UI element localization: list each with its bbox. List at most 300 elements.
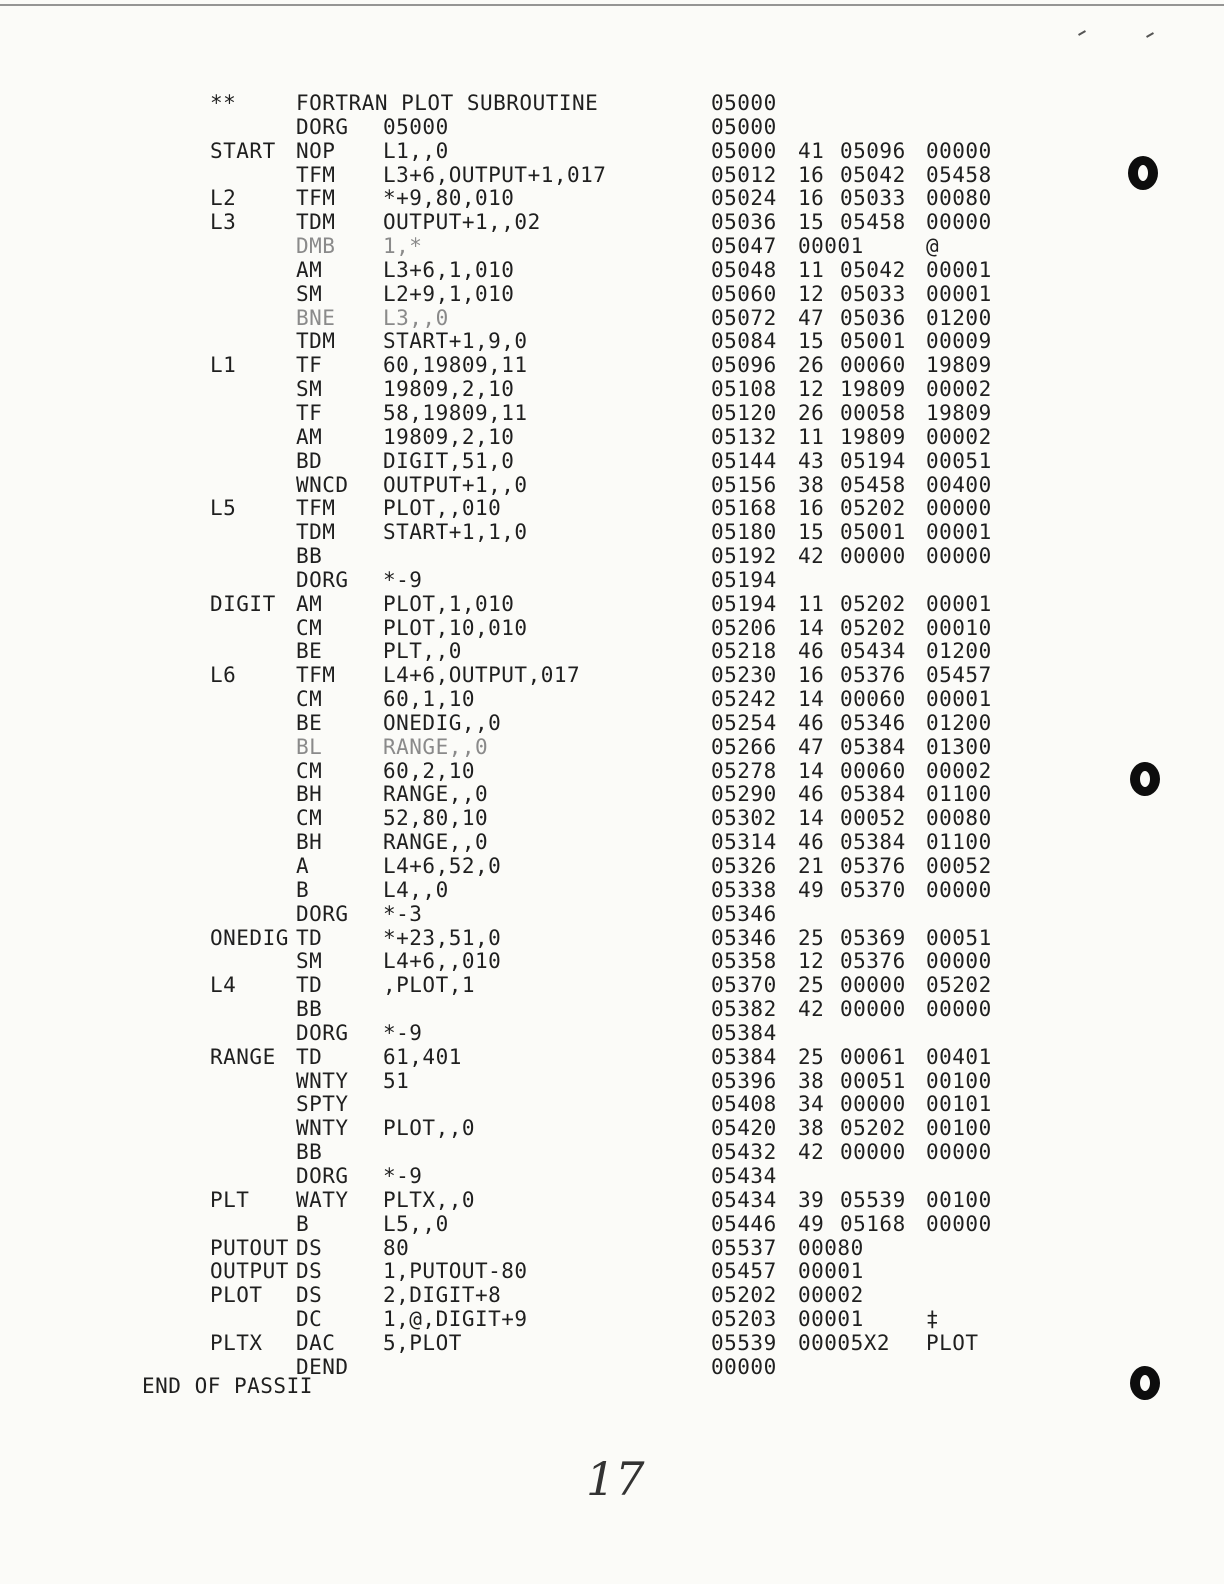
address: 05230 [711, 663, 777, 688]
address: 05446 [711, 1211, 777, 1236]
address: 05180 [711, 520, 777, 545]
address: 05420 [711, 1116, 777, 1141]
operand: PLOT,1,010 [383, 591, 515, 616]
operand: L3,,0 [383, 305, 449, 330]
object-code-2: 05202 [840, 615, 906, 640]
object-code-2: 05376 [840, 854, 906, 878]
object-code-3: 00051 [926, 448, 992, 473]
object-code-2: 05033 [840, 186, 906, 211]
opcode: CM [296, 758, 323, 783]
object-code-3: 00100 [926, 1116, 992, 1141]
opcode: BH [296, 830, 323, 855]
object-code-1: 39 [798, 1187, 825, 1212]
opcode: A [296, 854, 310, 878]
listing-row [210, 1165, 1010, 1189]
object-code-1: 25 [798, 973, 825, 998]
object-code-2: 05033 [840, 281, 906, 306]
object-code-2: 05458 [840, 472, 906, 497]
listing-row [210, 1213, 1010, 1237]
opcode: DORG [296, 1163, 349, 1188]
object-code-1: 41 [798, 138, 825, 163]
address: 05242 [711, 687, 777, 712]
object-code-2: 00000 [840, 997, 906, 1022]
object-code-1: 25 [798, 925, 825, 950]
object-code-1: 16 [798, 496, 825, 521]
address: 05096 [711, 353, 777, 378]
scan-speck-mark [1146, 32, 1154, 38]
object-code-1: 34 [798, 1092, 825, 1117]
opcode: DAC [296, 1330, 336, 1355]
opcode: DORG [296, 567, 349, 592]
address: 05194 [711, 567, 777, 592]
object-code-3: 00001 [926, 257, 992, 282]
opcode: DC [296, 1307, 323, 1332]
listing-row [210, 283, 1010, 307]
object-code-3: 05457 [926, 663, 992, 688]
operand: START+1,1,0 [383, 520, 528, 545]
address: 05254 [711, 710, 777, 735]
object-code-1: 42 [798, 997, 825, 1022]
listing-row [210, 736, 1010, 760]
opcode: BD [296, 448, 323, 473]
opcode: NOP [296, 138, 336, 163]
opcode: TD [296, 925, 323, 950]
object-code-3: 00001 [926, 520, 992, 545]
address: 05194 [711, 591, 777, 616]
listing-title: FORTRAN PLOT SUBROUTINE [296, 91, 599, 115]
object-code-1: 15 [798, 210, 825, 235]
object-code-1: 16 [798, 663, 825, 688]
address: 05314 [711, 830, 777, 855]
statement-label: ONEDIG [210, 925, 289, 950]
object-code-3: 01100 [926, 830, 992, 855]
object-code-1: 00080 [798, 1235, 864, 1260]
address: 05432 [711, 1140, 777, 1165]
opcode: TDM [296, 210, 336, 235]
operand: 52,80,10 [383, 806, 489, 831]
opcode: TFM [296, 186, 336, 211]
address: 05384 [711, 1020, 777, 1045]
operand: 51 [383, 1068, 410, 1093]
object-code-3: 00000 [926, 210, 992, 235]
object-code-1: 47 [798, 305, 825, 330]
operand: 19809,2,10 [383, 377, 515, 402]
object-code-3: 00080 [926, 806, 992, 831]
object-code-2: 05001 [840, 520, 906, 545]
listing-row [210, 831, 1010, 855]
operand: 5,PLOT [383, 1330, 462, 1355]
object-code-1: 47 [798, 734, 825, 759]
opcode: SM [296, 377, 323, 402]
object-code-1: 38 [798, 472, 825, 497]
listing-row [210, 307, 1010, 331]
operand: ,PLOT,1 [383, 973, 476, 998]
object-code-2: 05370 [840, 877, 906, 902]
address: 05457 [711, 1259, 777, 1284]
operand: *+9,80,010 [383, 186, 515, 211]
object-code-3: 00010 [926, 615, 992, 640]
object-code-1: 26 [798, 400, 825, 425]
object-code-1: 11 [798, 257, 825, 282]
listing-row [210, 974, 1010, 998]
object-code-3: 00000 [926, 877, 992, 902]
listing-row [210, 879, 1010, 903]
object-code-2: 00000 [840, 973, 906, 998]
operand: START+1,9,0 [383, 329, 528, 354]
listing-row [210, 807, 1010, 831]
operand: 1,* [383, 234, 423, 259]
address: 05108 [711, 377, 777, 402]
statement-label: L4 [210, 973, 237, 998]
statement-label: PLOT [210, 1283, 263, 1308]
statement-label: L6 [210, 663, 237, 688]
address: 05537 [711, 1235, 777, 1260]
object-code-1: 12 [798, 377, 825, 402]
object-code-3: 19809 [926, 400, 992, 425]
operand: 2,DIGIT+8 [383, 1283, 502, 1308]
object-code-3: 00100 [926, 1187, 992, 1212]
listing-row [210, 1141, 1010, 1165]
opcode: DMB [296, 234, 336, 259]
operand: RANGE,,0 [383, 734, 489, 759]
listing-row [210, 497, 1010, 521]
listing-row [210, 688, 1010, 712]
end-of-pass-text: END OF PASSII [142, 1374, 313, 1398]
listing-row [210, 1093, 1010, 1117]
listing-row [210, 259, 1010, 283]
object-code-3: 00000 [926, 1211, 992, 1236]
object-code-3: 00001 [926, 687, 992, 712]
listing-row [210, 545, 1010, 569]
object-code-3: 01100 [926, 782, 992, 807]
listing-row [210, 593, 1010, 617]
object-code-3: 01200 [926, 639, 992, 664]
object-code-1: 49 [798, 877, 825, 902]
object-code-1: 16 [798, 162, 825, 187]
listing-row [210, 569, 1010, 593]
address: 05384 [711, 1044, 777, 1069]
object-code-3: 00051 [926, 925, 992, 950]
object-code-1: 00005X2 [798, 1330, 891, 1355]
address: 05346 [711, 901, 777, 926]
address: 05202 [711, 1283, 777, 1308]
address: 05060 [711, 281, 777, 306]
opcode: BB [296, 1140, 323, 1165]
operand: 05000 [383, 114, 449, 139]
address: 05120 [711, 400, 777, 425]
object-code-1: 00001 [798, 1259, 864, 1284]
opcode: DORG [296, 114, 349, 139]
operand: L4+6,52,0 [383, 854, 502, 878]
listing-row [210, 140, 1010, 164]
object-code-1: 21 [798, 854, 825, 878]
object-code-3: 01200 [926, 710, 992, 735]
object-code-2: 05346 [840, 710, 906, 735]
object-code-1: 46 [798, 830, 825, 855]
address: 05370 [711, 973, 777, 998]
operand: PLOT,,010 [383, 496, 502, 521]
operand: L2+9,1,010 [383, 281, 515, 306]
object-code-1: 12 [798, 281, 825, 306]
object-code-2: 05202 [840, 496, 906, 521]
listing-row [210, 998, 1010, 1022]
header-address: 05000 [711, 91, 777, 115]
opcode: BE [296, 639, 323, 664]
assembly-listing [210, 92, 1010, 1380]
opcode: B [296, 1211, 310, 1236]
opcode: DORG [296, 901, 349, 926]
operand: RANGE,,0 [383, 830, 489, 855]
object-code-1: 46 [798, 639, 825, 664]
object-code-2: 00058 [840, 400, 906, 425]
operand: 58,19809,11 [383, 400, 528, 425]
object-code-3: ‡ [926, 1307, 940, 1332]
object-code-3: 00002 [926, 424, 992, 449]
address: 05434 [711, 1187, 777, 1212]
opcode: SM [296, 281, 323, 306]
operand: DIGIT,51,0 [383, 448, 515, 473]
punch-hole-icon [1130, 762, 1160, 796]
address: 05000 [711, 138, 777, 163]
object-code-2: 00052 [840, 806, 906, 831]
listing-row [210, 760, 1010, 784]
statement-label: RANGE [210, 1044, 276, 1069]
opcode: BL [296, 734, 323, 759]
statement-label: L2 [210, 186, 237, 211]
opcode: BH [296, 782, 323, 807]
address: 05218 [711, 639, 777, 664]
opcode: DORG [296, 1020, 349, 1045]
statement-label: PUTOUT [210, 1235, 289, 1260]
listing-row [210, 521, 1010, 545]
listing-row [210, 450, 1010, 474]
object-code-2: 05384 [840, 830, 906, 855]
object-code-2: 05384 [840, 734, 906, 759]
top-edge-rule [0, 4, 1224, 6]
object-code-1: 12 [798, 949, 825, 974]
object-code-3: 00401 [926, 1044, 992, 1069]
opcode: AM [296, 591, 323, 616]
object-code-2: 05042 [840, 257, 906, 282]
listing-row [210, 354, 1010, 378]
listing-row [210, 927, 1010, 951]
opcode: TFM [296, 496, 336, 521]
operand: L3+6,1,010 [383, 257, 515, 282]
object-code-1: 14 [798, 615, 825, 640]
opcode: DS [296, 1283, 323, 1308]
object-code-2: 00000 [840, 1140, 906, 1165]
object-code-3: 05202 [926, 973, 992, 998]
object-code-2: 05434 [840, 639, 906, 664]
opcode: TD [296, 1044, 323, 1069]
opcode: TFM [296, 663, 336, 688]
listing-row [210, 640, 1010, 664]
operand: *-9 [383, 1163, 423, 1188]
operand: ONEDIG,,0 [383, 710, 502, 735]
object-code-2: 05042 [840, 162, 906, 187]
operand: L3+6,OUTPUT+1,017 [383, 162, 607, 187]
listing-row [210, 1284, 1010, 1308]
listing-row [210, 235, 1010, 259]
object-code-2: 05168 [840, 1211, 906, 1236]
operand: RANGE,,0 [383, 782, 489, 807]
object-code-2: 05001 [840, 329, 906, 354]
operand: *-9 [383, 1020, 423, 1045]
object-code-2: 05376 [840, 949, 906, 974]
address: 05338 [711, 877, 777, 902]
address: 05346 [711, 925, 777, 950]
address: 05072 [711, 305, 777, 330]
listing-row [210, 1022, 1010, 1046]
object-code-2: 05036 [840, 305, 906, 330]
listing-row [210, 187, 1010, 211]
opcode: B [296, 877, 310, 902]
object-code-1: 11 [798, 424, 825, 449]
address: 05206 [711, 615, 777, 640]
address: 05382 [711, 997, 777, 1022]
listing-row [210, 1117, 1010, 1141]
header-stars: ** [210, 91, 237, 115]
statement-label: L1 [210, 353, 237, 378]
listing-row [210, 1070, 1010, 1094]
object-code-3: PLOT [926, 1330, 979, 1355]
operand: OUTPUT+1,,02 [383, 210, 541, 235]
object-code-2: 05458 [840, 210, 906, 235]
address: 05132 [711, 424, 777, 449]
listing-row [210, 474, 1010, 498]
object-code-3: 00000 [926, 1140, 992, 1165]
object-code-2: 00060 [840, 687, 906, 712]
address: 05396 [711, 1068, 777, 1093]
object-code-2: 00060 [840, 758, 906, 783]
object-code-1: 46 [798, 782, 825, 807]
operand: 60,1,10 [383, 687, 476, 712]
statement-label: OUTPUT [210, 1259, 289, 1284]
statement-label: L5 [210, 496, 237, 521]
statement-label: PLT [210, 1187, 250, 1212]
object-code-1: 15 [798, 520, 825, 545]
object-code-1: 42 [798, 544, 825, 569]
object-code-2: 00060 [840, 353, 906, 378]
address: 05024 [711, 186, 777, 211]
scan-speck-mark [1078, 30, 1086, 36]
address: 05539 [711, 1330, 777, 1355]
object-code-2: 00051 [840, 1068, 906, 1093]
object-code-2: 05194 [840, 448, 906, 473]
operand: L5,,0 [383, 1211, 449, 1236]
operand: L4+6,OUTPUT,017 [383, 663, 581, 688]
operand: PLOT,,0 [383, 1116, 476, 1141]
operand: L4+6,,010 [383, 949, 502, 974]
object-code-1: 14 [798, 758, 825, 783]
object-code-3: 05458 [926, 162, 992, 187]
object-code-1: 46 [798, 710, 825, 735]
address: 05156 [711, 472, 777, 497]
object-code-3: 00002 [926, 377, 992, 402]
object-code-3: 00009 [926, 329, 992, 354]
object-code-1: 00001 [798, 1307, 864, 1332]
object-code-3: 00002 [926, 758, 992, 783]
object-code-3: 00052 [926, 854, 992, 878]
operand: 60,2,10 [383, 758, 476, 783]
statement-label: L3 [210, 210, 237, 235]
page-number: 17 [586, 1452, 645, 1506]
operand: 80 [383, 1235, 410, 1260]
operand: 1,@,DIGIT+9 [383, 1307, 528, 1332]
opcode: SPTY [296, 1092, 349, 1117]
object-code-1: 25 [798, 1044, 825, 1069]
opcode: SM [296, 949, 323, 974]
object-code-1: 00002 [798, 1283, 864, 1308]
opcode: WNCD [296, 472, 349, 497]
listing-row [210, 1046, 1010, 1070]
listing-row [210, 1189, 1010, 1213]
opcode: WATY [296, 1187, 349, 1212]
address: 05084 [711, 329, 777, 354]
listing-header-row [210, 92, 1010, 116]
object-code-1: 26 [798, 353, 825, 378]
listing-row [210, 211, 1010, 235]
opcode: CM [296, 806, 323, 831]
opcode: AM [296, 424, 323, 449]
listing-row [210, 330, 1010, 354]
operand: PLTX,,0 [383, 1187, 476, 1212]
object-code-3: 00101 [926, 1092, 992, 1117]
object-code-1: 42 [798, 1140, 825, 1165]
object-code-2: 00000 [840, 544, 906, 569]
operand: 61,401 [383, 1044, 462, 1069]
listing-rows [210, 116, 1010, 1380]
operand: L4,,0 [383, 877, 449, 902]
opcode: TD [296, 973, 323, 998]
address: 05326 [711, 854, 777, 878]
statement-label: DIGIT [210, 591, 276, 616]
object-code-1: 38 [798, 1068, 825, 1093]
listing-row [210, 402, 1010, 426]
operand: *-9 [383, 567, 423, 592]
address: 05047 [711, 234, 777, 259]
object-code-3: 00080 [926, 186, 992, 211]
opcode: TFM [296, 162, 336, 187]
opcode: DS [296, 1259, 323, 1284]
address: 05000 [711, 114, 777, 139]
opcode: WNTY [296, 1068, 349, 1093]
object-code-2: 05384 [840, 782, 906, 807]
address: 05012 [711, 162, 777, 187]
address: 05408 [711, 1092, 777, 1117]
opcode: WNTY [296, 1116, 349, 1141]
listing-row [210, 783, 1010, 807]
object-code-2: 19809 [840, 424, 906, 449]
object-code-3: 00000 [926, 949, 992, 974]
object-code-1: 49 [798, 1211, 825, 1236]
object-code-3: 01200 [926, 305, 992, 330]
opcode: TDM [296, 329, 336, 354]
operand: L1,,0 [383, 138, 449, 163]
object-code-2: 00061 [840, 1044, 906, 1069]
address: 00000 [711, 1354, 777, 1379]
listing-row [210, 378, 1010, 402]
object-code-3: 00100 [926, 1068, 992, 1093]
operand: 60,19809,11 [383, 353, 528, 378]
object-code-2: 05369 [840, 925, 906, 950]
operand: *+23,51,0 [383, 925, 502, 950]
opcode: BB [296, 997, 323, 1022]
object-code-3: 19809 [926, 353, 992, 378]
opcode: DS [296, 1235, 323, 1260]
operand: 19809,2,10 [383, 424, 515, 449]
opcode: BB [296, 544, 323, 569]
